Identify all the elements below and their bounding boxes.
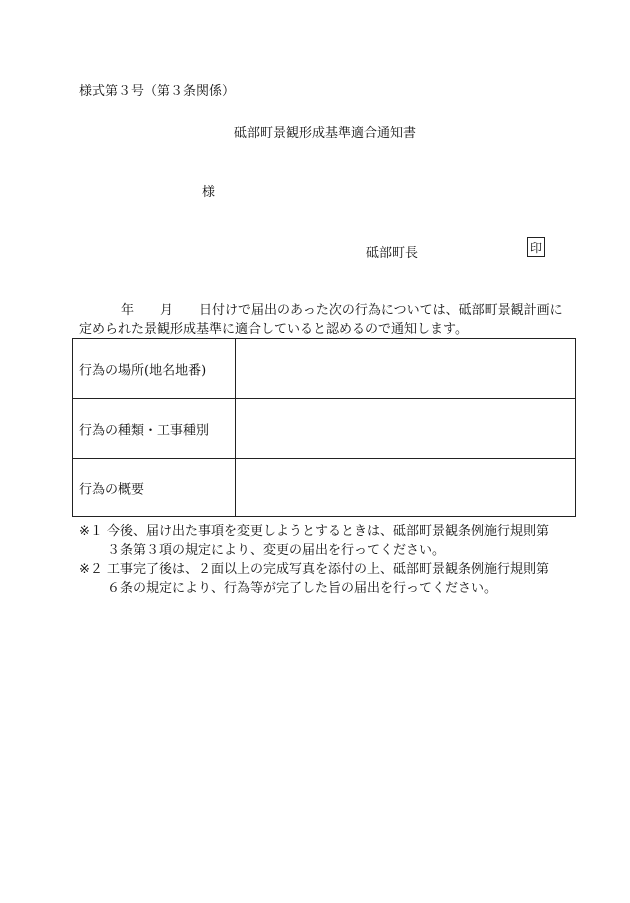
notice-body [79,301,563,339]
issuer-name: 砥部町長 [366,246,419,261]
note-2-mark: ※２ [79,562,103,577]
row-label-summary: 行為の概要 [79,482,145,497]
note-2-line-1: 工事完了後は、２面以上の完成写真を添付の上、砥部町景観条例施行規則第 [107,562,550,577]
notice-body-line-1: 年 月 日付けで届出のあった次の行為については、砥部町景観計画に [121,303,563,318]
note-2-line-2: ６条の規定により、行為等が完了した旨の届出を行ってください。 [107,581,498,596]
seal-mark: 印 [527,237,545,257]
document-title: 砥部町景観形成基準適合通知書 [234,126,417,141]
table-row [73,399,575,459]
note-1-mark: ※１ [79,524,103,539]
note-1-line-2: ３条第３項の規定により、変更の届出を行ってください。 [107,543,446,558]
notes [79,522,549,598]
row-label-type: 行為の種類・工事種別 [79,423,210,438]
notice-body-line-2: 定められた景観形成基準に適合していると認めるので通知します。 [79,322,468,337]
type-value-field[interactable] [235,399,575,458]
form-number: 様式第３号（第３条関係） [79,84,236,99]
table-row [73,339,575,399]
note-2 [79,560,549,598]
location-value-field[interactable] [235,339,575,398]
note-1-line-1: 今後、届け出た事項を変更しようとするときは、砥部町景観条例施行規則第 [107,524,550,539]
row-label-location: 行為の場所(地名地番) [79,363,207,378]
activity-table [72,338,576,517]
summary-value-field[interactable] [235,459,575,516]
addressee-suffix: 様 [202,185,216,200]
note-1 [79,522,549,560]
table-row [73,459,575,516]
